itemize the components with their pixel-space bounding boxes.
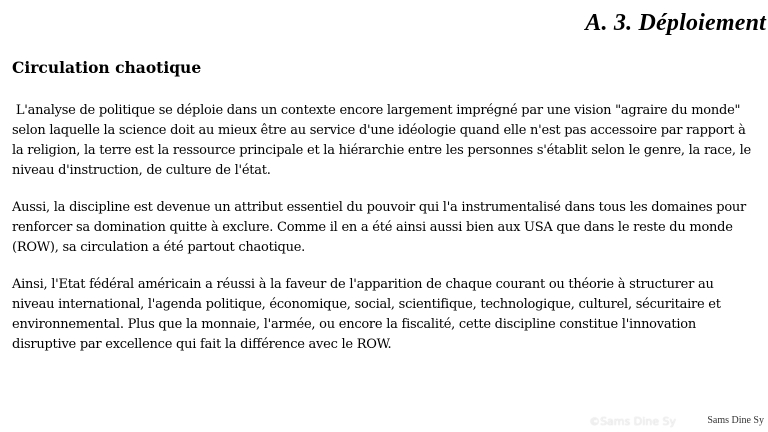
body-text [12, 101, 758, 372]
slide-title: A. 3. Déploiement [585, 10, 766, 36]
paragraph-2: Aussi, la discipline est devenue un attribut essentiel du pouvoir qui l'a instrumentalisé dans tous les domaines pour renforcer sa domination quitte à exclure. Comme il en a été ainsi aussi bien aux USA que dans le reste du monde (ROW), sa circulation a été partout chaotique. [12, 200, 750, 255]
paragraph-3: Ainsi, l'Etat fédéral américain a réussi à la faveur de l'apparition de chaque courant ou théorie à structurer au niveau international, l'agenda politique, économique, social, scientifique, technologique, culturel, sécuritaire et environnemental. Plus que la monnaie, l'armée, ou encore la fiscalité, cette discipline constitue l'innovation disruptive par excellence qui fait la différence avec le ROW. [12, 277, 725, 352]
section-heading: Circulation chaotique [12, 58, 202, 77]
author-credit: Sams Dine Sy [707, 415, 764, 426]
watermark-text: ©Sams Dine Sy [589, 415, 676, 428]
paragraph-1: L'analyse de politique se déploie dans un contexte encore largement imprégné par une vision "agraire du monde" selon laquelle la science doit au mieux être au service d'une idéologie quand elle n'est pas accessoire par rapport à la religion, la terre est la ressource principale et la hiérarchie entre les personnes s'établit selon le genre, la race, le niveau d'instruction, de culture de l'état. [12, 103, 755, 178]
